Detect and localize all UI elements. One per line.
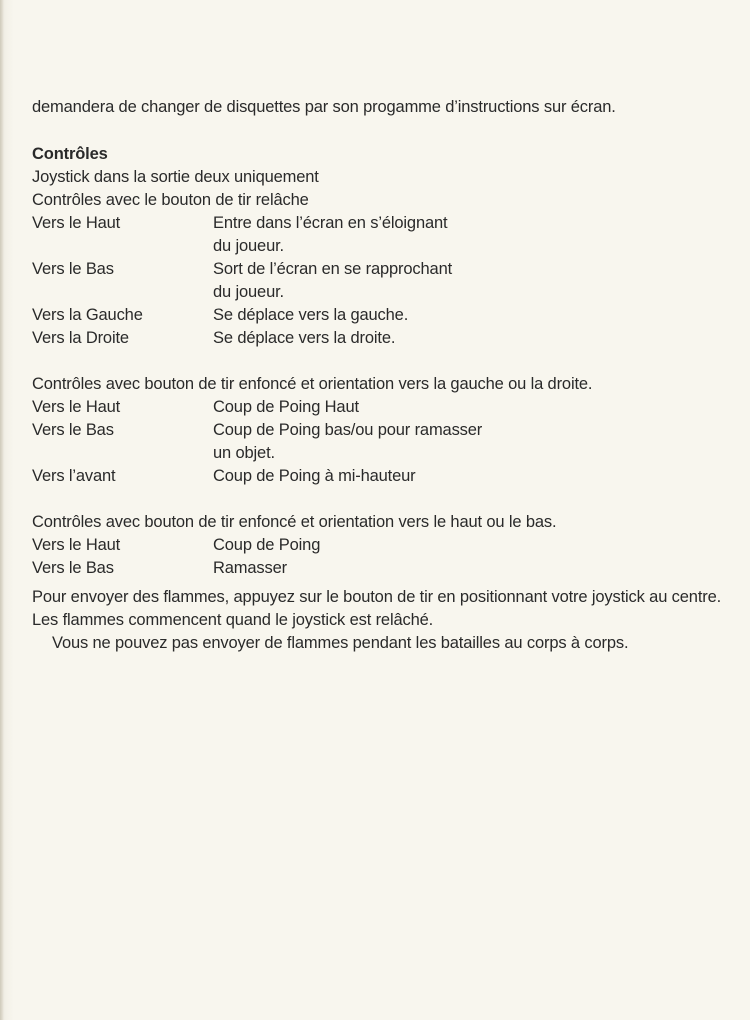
section-title: Contrôles avec bouton de tir enfoncé et orientation vers la gauche ou la droite. bbox=[32, 375, 593, 393]
control-label: Vers le Haut bbox=[32, 398, 121, 416]
binding-shadow bbox=[0, 0, 4, 1020]
control-label: Vers le Haut bbox=[32, 214, 121, 232]
control-desc-line: un objet. bbox=[213, 444, 275, 462]
control-label: Vers le Bas bbox=[32, 260, 114, 278]
section-button-pressed-up-down bbox=[32, 511, 722, 580]
section-title: Contrôles avec bouton de tir enfoncé et orientation vers le haut ou le bas. bbox=[32, 513, 557, 531]
control-row-forward bbox=[32, 465, 722, 488]
section-button-released bbox=[32, 189, 722, 350]
control-desc-line: du joueur. bbox=[213, 237, 284, 255]
control-row-down bbox=[32, 258, 722, 304]
section-title: Contrôles avec le bouton de tir relâche bbox=[32, 191, 309, 209]
control-desc bbox=[213, 212, 722, 258]
control-desc: Coup de Poing bbox=[213, 536, 321, 554]
control-desc: Se déplace vers la gauche. bbox=[213, 306, 409, 324]
control-row-up bbox=[32, 534, 722, 557]
flames-paragraph: Pour envoyer des flammes, appuyez sur le bouton de tir en positionnant votre joystick au centre. Les flammes commencent quand le joystick est relâché. bbox=[32, 588, 722, 629]
control-label: Vers la Droite bbox=[32, 329, 129, 347]
control-label: Vers le Bas bbox=[32, 559, 114, 577]
control-desc-line: du joueur. bbox=[213, 283, 284, 301]
intro-paragraph: demandera de changer de disquettes par son progamme d’instructions sur écran. bbox=[32, 98, 616, 116]
control-label: Vers le Bas bbox=[32, 421, 114, 439]
control-row-left bbox=[32, 304, 722, 327]
control-desc: Coup de Poing à mi-hauteur bbox=[213, 467, 416, 485]
page-content bbox=[32, 96, 722, 655]
control-desc-line: Coup de Poing bas/ou pour ramasser bbox=[213, 421, 483, 439]
control-desc: Coup de Poing Haut bbox=[213, 398, 359, 416]
control-desc-line: Entre dans l’écran en s’éloignant bbox=[213, 214, 448, 232]
control-desc: Ramasser bbox=[213, 559, 287, 577]
control-label: Vers le Haut bbox=[32, 536, 121, 554]
control-label: Vers l’avant bbox=[32, 467, 116, 485]
joystick-line: Joystick dans la sortie deux uniquement bbox=[32, 168, 319, 186]
control-row-up bbox=[32, 212, 722, 258]
control-row-down bbox=[32, 419, 722, 465]
controls-heading: Contrôles bbox=[32, 145, 108, 163]
control-row-up bbox=[32, 396, 722, 419]
control-desc: Se déplace vers la droite. bbox=[213, 329, 396, 347]
control-label: Vers la Gauche bbox=[32, 306, 143, 324]
control-desc-line: Sort de l’écran en se rapprochant bbox=[213, 260, 453, 278]
control-desc bbox=[213, 419, 722, 465]
battle-paragraph: Vous ne pouvez pas envoyer de flammes pendant les batailles au corps à corps. bbox=[52, 634, 629, 652]
control-desc bbox=[213, 258, 722, 304]
control-row-right bbox=[32, 327, 722, 350]
section-button-pressed-left-right bbox=[32, 373, 722, 488]
control-row-down bbox=[32, 557, 722, 580]
